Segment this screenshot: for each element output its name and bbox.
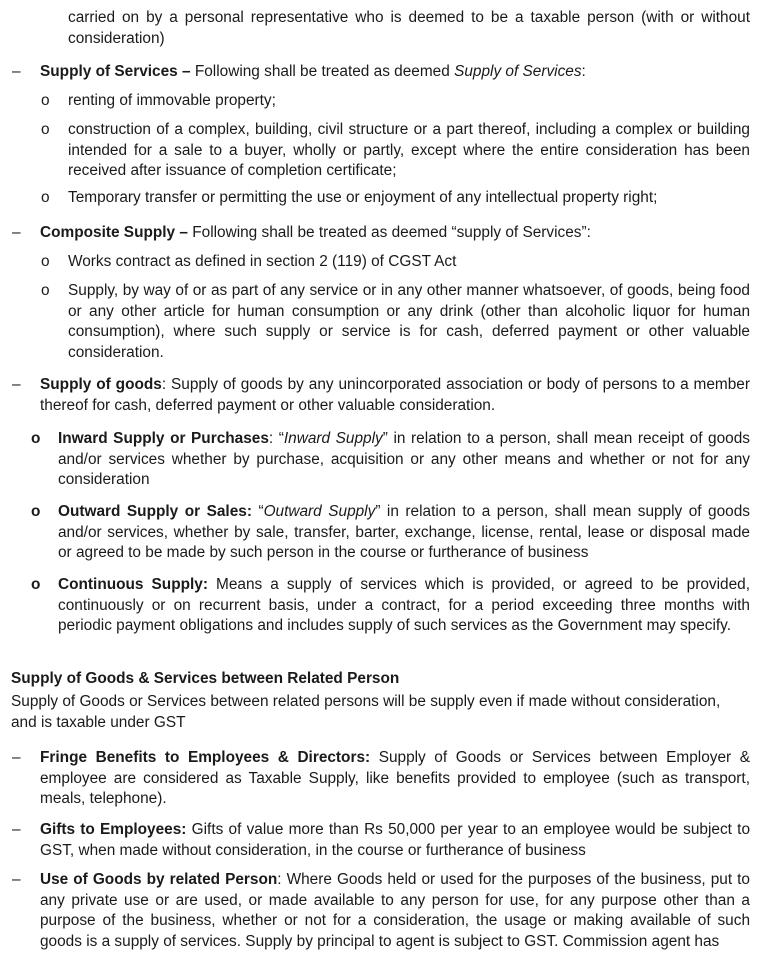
quote-open: : “	[268, 430, 284, 447]
use-of-goods-paragraph	[40, 870, 750, 952]
use-of-goods-heading: Use of Goods by related Person	[40, 871, 278, 888]
supply-of-services-heading: Supply of Services	[40, 63, 178, 80]
supply-of-goods-paragraph	[40, 375, 750, 416]
term-italic: Outward Supply	[263, 503, 376, 520]
dash-bullet: –	[12, 871, 21, 888]
dash-bullet: –	[12, 749, 21, 766]
o-bullet: o	[41, 92, 50, 109]
dash-bullet: –	[12, 376, 21, 393]
dash-bullet: –	[12, 63, 21, 80]
dash-bullet: –	[12, 224, 21, 241]
list-item: Works contract as defined in section 2 (119) of CGST Act	[68, 253, 457, 270]
quote-open: “	[251, 503, 264, 520]
continuous-supply-paragraph	[58, 575, 755, 637]
paragraph-text: Means a supply of services which is provided, or agreed to be provided, continuously or on recurrent basis, under a contract, for a period exceeding three months with periodic payment obligations and includes supply of such services as the Government may specify.	[58, 576, 755, 634]
o-bullet: o	[41, 282, 50, 299]
o-bullet: o	[31, 430, 41, 447]
section-title	[11, 669, 750, 690]
composite-supply-lead	[40, 223, 750, 244]
o-bullet: o	[41, 253, 50, 270]
paragraph-text: : Where Goods held or used for the purposes of the business, put to any private use or are used, or made available to any person for use, for any purpose other than a purpose of the business, whether or not for a consideration, the usage or making available of such goods is a supply of services. Supply by principal to agent is subject to GST. Commission agent has	[40, 871, 750, 950]
o-bullet: o	[31, 576, 41, 593]
lead-italic: Supply of Services	[454, 63, 582, 80]
supply-of-services-lead	[40, 62, 750, 83]
o-bullet: o	[31, 503, 41, 520]
list-item: construction of a complex, building, civil structure or a part thereof, including a complex or building intended for a sale to a buyer, wholly or partly, except where the entire consideration has been received after issuance of completion certificate;	[68, 121, 750, 179]
outward-supply-heading: Outward Supply or Sales:	[58, 503, 252, 520]
intro-continuation: carried on by a personal representative who is deemed to be a taxable person (with or without consideration)	[68, 9, 750, 47]
section-intro: Supply of Goods or Services between related persons will be supply even if made without consideration, and is taxable under GST	[11, 693, 721, 731]
lead-end: :	[581, 63, 586, 80]
continuous-supply-heading: Continuous Supply:	[58, 576, 208, 593]
composite-supply-heading: Composite Supply	[40, 224, 176, 241]
list-item: Temporary transfer or permitting the use or enjoyment of any intellectual property right;	[68, 189, 658, 206]
gifts-paragraph	[40, 820, 750, 861]
section-title-text: Supply of Goods & Services between Related Person	[11, 670, 400, 687]
term-italic: Inward Supply	[283, 430, 383, 447]
list-item: renting of immovable property;	[68, 92, 276, 109]
fringe-benefits-heading: Fringe Benefits to Employees & Directors:	[40, 749, 371, 766]
dash-bullet: –	[12, 821, 21, 838]
supply-of-goods-heading: Supply of goods	[40, 376, 162, 393]
paragraph-text: Gifts of value more than Rs 50,000 per year to an employee would be subject to GST, when made without consideration, in the course or furtherance of business	[40, 821, 751, 859]
heading-separator: –	[177, 63, 195, 80]
o-bullet: o	[41, 121, 50, 138]
paragraph-text: ” in relation to a person, shall mean receipt of goods and/or services whether by purchase, acquisition or any other means and whether or not for any consideration	[58, 430, 750, 488]
heading-separator: –	[175, 224, 193, 241]
lead-text: Following shall be treated as deemed “supply of Services”:	[192, 224, 591, 241]
fringe-benefits-paragraph	[40, 748, 750, 810]
inward-supply-heading: Inward Supply or Purchases	[58, 430, 269, 447]
lead-text: Following shall be treated as deemed	[194, 63, 455, 80]
paragraph-text: : Supply of goods by any unincorporated association or body of persons to a member thereof for cash, deferred payment or other valuable consideration.	[40, 376, 750, 414]
outward-supply-paragraph	[58, 502, 750, 564]
inward-supply-paragraph	[58, 429, 750, 491]
gifts-heading: Gifts to Employees:	[40, 821, 187, 838]
paragraph-text: ” in relation to a person, shall mean supply of goods and/or services, whether by sale, transfer, barter, exchange, license, rental, lease or disposal made or agreed to be made by such person in the course or furtherance of business	[58, 503, 750, 561]
o-bullet: o	[41, 189, 50, 206]
paragraph-text: Supply of Goods or Services between Employer & employee are considered as Taxable Supply, like benefits provided to employee (such as transport, meals, telephone).	[40, 749, 750, 807]
list-item: Supply, by way of or as part of any service or in any other manner whatsoever, of goods, being food or any other article for human consumption or any drink (other than alcoholic liquor for human consumption), where such supply or service is for cash, deferred payment or other valuable consideration.	[68, 282, 750, 361]
